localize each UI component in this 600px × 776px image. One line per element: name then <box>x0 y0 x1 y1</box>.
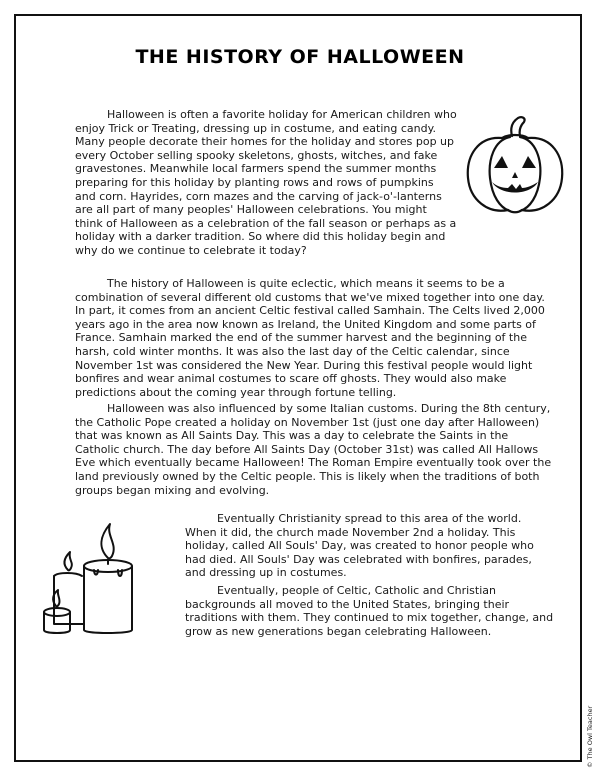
paragraph-celtic-origins: The history of Halloween is quite eclectic, which means it seems to be a combination of several different old customs that we've mixed together into one day. In part, it comes from an ancient Celtic festival called Samhain. The Celts lived 2,000 years ago in the area now known as Ireland, the United Kingdom and some parts of France. Samhain marked the end of the summer harvest and the beginning of the harsh, cold winter months. It was also the last day of the Celtic calendar, since November 1st was considered the New Year. During this festival people would light bonfires and wear animal costumes to scare off ghosts. They would also make predictions about the coming year through fortune telling. <box>75 277 545 399</box>
paragraph-italian-customs: Halloween was also influenced by some Italian customs. During the 8th century, the Catholic Pope created a holiday on November 1st (just one day after Halloween) that was known as All Saints Day. This was a day to celebrate the Saints in the Catholic church. The day before All Saints Day (October 31st) was called All Hallows Eve which eventually became Halloween! The Roman Empire eventually took over the land previously owned by the Celtic people. This is likely when the traditions of both groups began mixing and evolving. <box>75 402 552 497</box>
jack-o-lantern-icon <box>460 112 570 222</box>
paragraph-intro: Halloween is often a favorite holiday for American children who enjoy Trick or Treating, dressing up in costume, and eating candy. Many people decorate their homes for the holiday and stores pop up every October selling spooky skeletons, ghosts, witches, and fake gravestones. Meanwhile local farmers spend the summer months preparing for this holiday by planting rows and rows of pumpkins and corn. Hayrides, corn mazes and the carving of jack-o'-lanterns are all part of many peoples' Halloween celebrations. You might think of Halloween as a celebration of the fall season or perhaps as a holiday with a darker tradition. So where did this holiday begin and why do we continue to celebrate it today? <box>75 108 457 257</box>
paragraph-united-states: Eventually, people of Celtic, Catholic and Christian backgrounds all moved to the United States, bringing their traditions with them. They continued to mix together, change, and grow as new generations began celebrating Halloween. <box>185 584 554 638</box>
copyright-notice <box>584 690 596 770</box>
page-title: THE HISTORY OF HALLOWEEN <box>135 46 465 68</box>
paragraph-christianity: Eventually Christianity spread to this area of the world. When it did, the church made November 2nd a holiday. This holiday, called All Souls' Day, was created to honor people who had died. All Souls' Day was celebrated with bonfires, parades, and dressing up in costumes. <box>185 512 534 580</box>
copyright-text: © The Owl Teacher <box>586 705 594 768</box>
candles-icon <box>34 520 174 638</box>
